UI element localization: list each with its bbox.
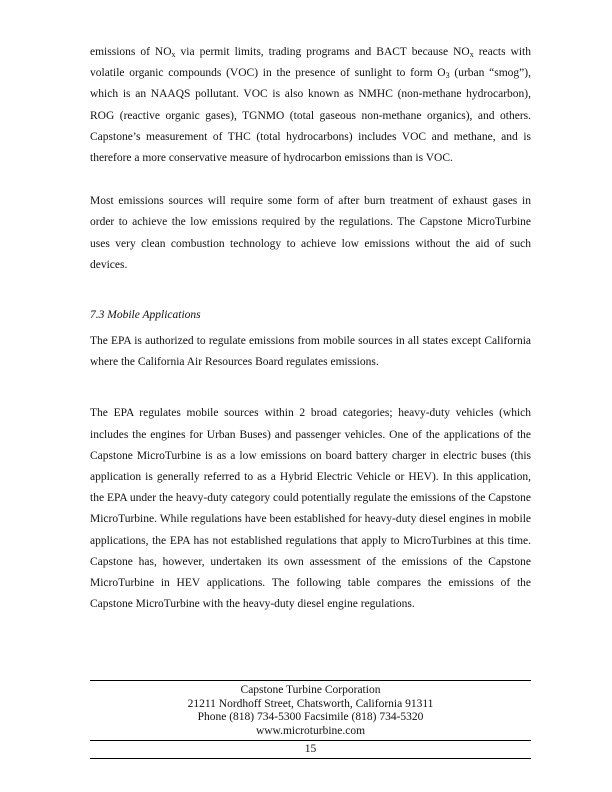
paragraph-mobile-sources: The EPA regulates mobile sources within 2 broad categories; heavy-duty vehicles (which includes the engines for Urban Buses) and passenger vehicles. One of the applications of the Capstone MicroTurbine is as a low emissions on board battery charger in electric buses (this application is generally referred to as a Hybrid Electric Vehicle or HEV). In this application, the EPA under the heavy-duty category could potentially regulate the emissions of the Capstone MicroTurbine. While regulations have been established for heavy-duty diesel engines in mobile applications, the EPA has not established regulations that apply to MicroTurbines at this time. Capstone has, however, undertaken its own assessment of the emissions of the Capstone MicroTurbine in HEV applications. The following table compares the emissions of the Capstone MicroTurbine with the heavy-duty diesel engine regulations.	[90, 407, 531, 611]
paragraph-after-burn: Most emissions sources will require some form of after burn treatment of exhaust gases in order to achieve the low emissions required by the regulations. The Capstone MicroTurbine uses very clean combustion technology to achieve low emissions without the aid of such devices.	[90, 195, 531, 271]
page-footer	[90, 680, 531, 759]
footer-phone: Phone (818) 734-5300 Facsimile (818) 734-5320	[197, 711, 424, 723]
page-body	[90, 42, 531, 615]
page-number: 15	[304, 743, 317, 755]
footer-company: Capstone Turbine Corporation	[240, 684, 381, 696]
paragraph-epa-authority: The EPA is authorized to regulate emissions from mobile sources in all states except California where the California Air Resources Board regulates emissions.	[90, 335, 531, 369]
section-heading: 7.3 Mobile Applications	[90, 309, 201, 322]
paragraph-nox-voc: emissions of $NO_x$ via permit limits, trading programs and BACT because $NO_x$ reacts with volatile organic compounds (VOC) in the presence of sunlight to form $O_3$ (urban “smog”), which is an NAAQS pollutant. VOC is also known as NMHC (non-methane hydrocarbon), ROG (reactive organic gases), TGNMO (total gaseous non-methane organics), and others. Capstone’s measurement of THC (total hydrocarbons) includes VOC and methane, and is therefore a more conservative measure of hydrocarbon emissions than is VOC.	[90, 46, 531, 165]
footer-website: www.microturbine.com	[255, 724, 366, 737]
footer-contact	[90, 681, 531, 738]
footer-address: 21211 Nordhoff Street, Chatsworth, California 91311	[187, 697, 434, 710]
footer-rule-bottom	[90, 758, 531, 759]
